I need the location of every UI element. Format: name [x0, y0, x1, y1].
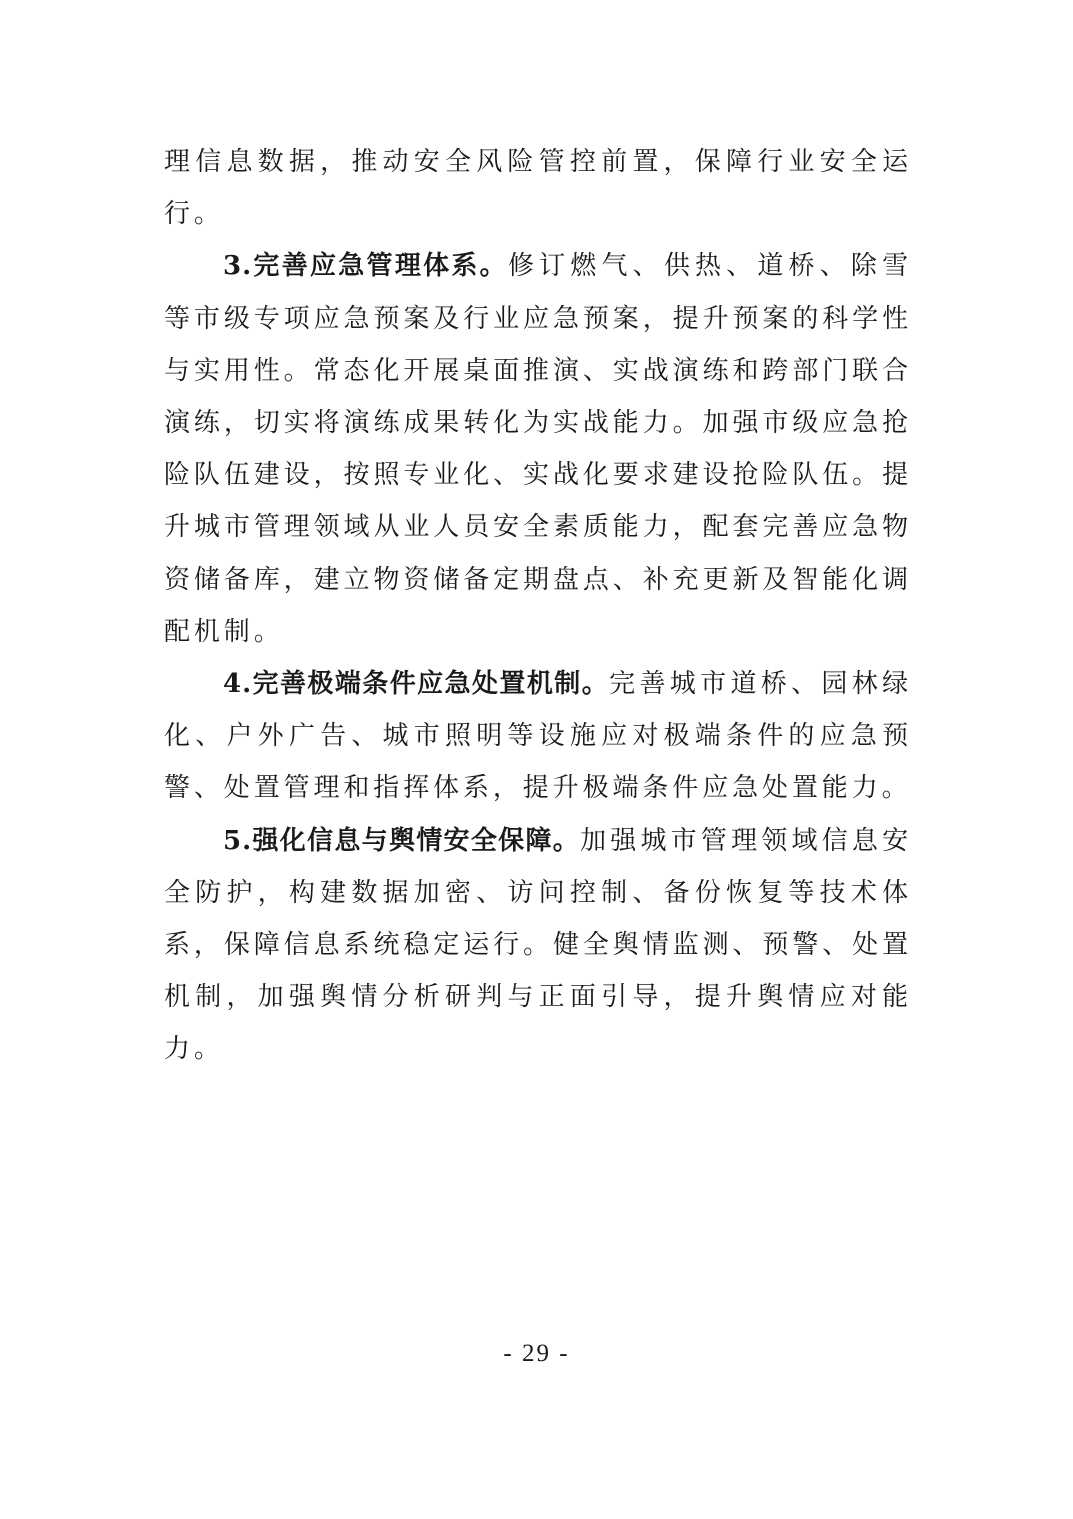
paragraph-heading: 4.完善极端条件应急处置机制。: [223, 669, 610, 700]
paragraph-extreme-conditions: [164, 658, 912, 815]
paragraph-information-security: [164, 815, 912, 1076]
body-text: [164, 136, 912, 1076]
paragraph-text: 加强城市管理领域信息安全防护，构建数据加密、访问控制、备份恢复等技术体系，保障信息系统稳定运行。健全舆情监测、预警、处置机制，加强舆情分析研判与正面引导，提升舆情应对能力。: [164, 825, 912, 1065]
paragraph-text: 修订燃气、供热、道桥、除雪等市级专项应急预案及行业应急预案，提升预案的科学性与实用性。常态化开展桌面推演、实战演练和跨部门联合演练，切实将演练成果转化为实战能力。加强市级应急抢险队伍建设，按照专业化、实战化要求建设抢险队伍。提升城市管理领域从业人员安全素质能力，配套完善应急物资储备库，建立物资储备定期盘点、补充更新及智能化调配机制。: [164, 251, 912, 647]
paragraph-emergency-management: [164, 240, 912, 658]
paragraph-heading: 5.强化信息与舆情安全保障。: [223, 825, 581, 856]
paragraph-heading: 3.完善应急管理体系。: [223, 251, 508, 282]
paragraph-text: 理信息数据，推动安全风险管控前置，保障行业安全运行。: [164, 147, 912, 230]
paragraph-text: 完善城市道桥、园林绿化、户外广告、城市照明等设施应对极端条件的应急预警、处置管理和指挥体系，提升极端条件应急处置能力。: [164, 669, 912, 804]
page-number: - 29 -: [503, 1340, 570, 1367]
paragraph-continuation: [164, 136, 912, 240]
